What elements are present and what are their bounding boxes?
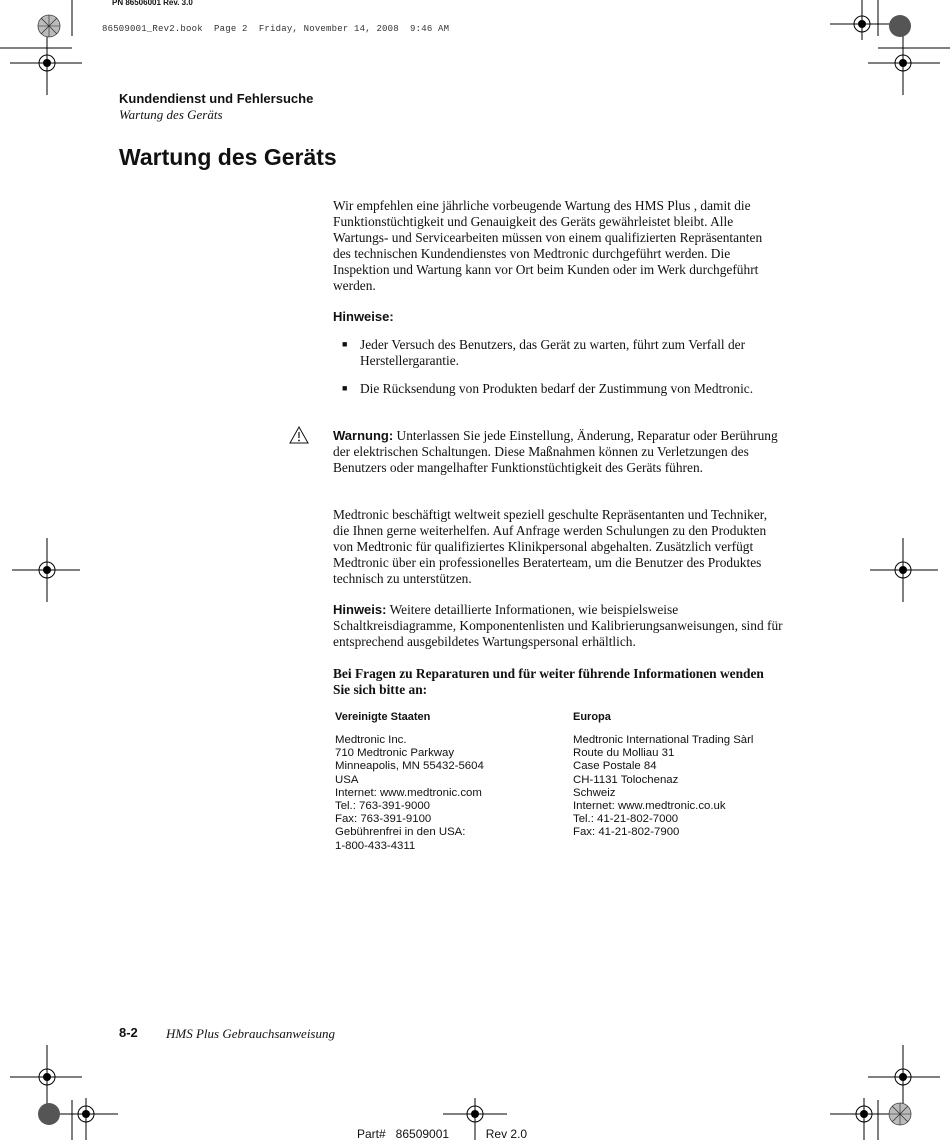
address-line: 710 Medtronic Parkway [335, 747, 455, 760]
warning-paragraph [333, 428, 783, 476]
notes-list-item: Jeder Versuch des Benutzers, das Gerät zu warten, führt zum Verfall der Herstellergarantie. [360, 337, 746, 368]
address-line: Medtronic Inc. [335, 734, 407, 746]
contact-intro: Bei Fragen zu Reparaturen und für weiter führende Informationen wenden Sie sich bitte an: [333, 666, 764, 697]
running-header-chapter: Kundendienst und Fehlersuche [119, 91, 314, 106]
warning-label: Warnung: [333, 428, 394, 443]
bullet-marker: ■ [342, 383, 348, 393]
notes-heading: Hinweise: [333, 309, 394, 324]
address-line: Medtronic International Trading Sàrl [573, 734, 754, 746]
book-info-line: 86509001_Rev2.book Page 2 Friday, November 14, 2008 9:46 AM [102, 24, 450, 34]
footer-page-number: 8-2 [119, 1025, 138, 1040]
address-line: Fax: 763-391-9100 [335, 813, 432, 826]
address-line: Minneapolis, MN 55432-5604 [335, 760, 484, 773]
intro-paragraph: Wir empfehlen eine jährliche vorbeugende Wartung des HMS Plus , damit die Funktionstüchtigkeit und Genauigkeit des Geräts gewährleistet bleibt. Alle Wartungs- und Servicearbeiten müssen von einem qualifizierten Repräsentanten des technischen Kundendienstes von Medtronic durchgeführt werden. Die Inspektion und Wartung kann vor Ort beim Kunden oder im Werk durchgeführt werden. [333, 198, 763, 293]
pn-label: PN 86506001 Rev. 3.0 [112, 0, 193, 7]
notes-list-item: Die Rücksendung von Produkten bedarf der Zustimmung von Medtronic. [360, 381, 754, 396]
page-title: Wartung des Geräts [119, 144, 337, 170]
address-line: Fax: 41-21-802-7900 [573, 826, 680, 839]
note-paragraph [333, 602, 783, 650]
address-line: Tel.: 41-21-802-7000 [573, 813, 679, 826]
address-line: Gebührenfrei in den USA: [335, 826, 466, 839]
address-line: Internet: www.medtronic.com [335, 786, 482, 799]
contact-us-heading: Vereinigte Staaten [335, 711, 431, 723]
running-header-section: Wartung des Geräts [119, 107, 223, 122]
address-line: Case Postale 84 [573, 760, 657, 773]
contact-us-address [335, 734, 484, 853]
address-line: USA [335, 773, 359, 786]
note-label: Hinweis: [333, 602, 387, 617]
address-line: Internet: www.medtronic.co.uk [573, 800, 726, 813]
address-line: Tel.: 763-391-9000 [335, 800, 430, 813]
footer-manual-title: HMS Plus Gebrauchsanweisung [166, 1026, 335, 1041]
part-number-line: Part# 86509001 Rev 2.0 [357, 1127, 528, 1141]
warning-triangle-icon [289, 426, 309, 444]
medtronic-paragraph: Medtronic beschäftigt weltweit speziell geschulte Repräsentanten und Techniker, die Ihnen gerne weiterhelfen. Auf Anfrage werden Schulungen zu den Produkten von Medtronic für qualifiziertes Klinikpersonal abgehalten. Zusätzlich verfügt Medtronic über ein professionelles Beraterteam, um die Benutzer des Produktes technisch zu unterstützen. [333, 507, 768, 586]
address-line: 1-800-433-4311 [335, 839, 416, 852]
address-line: CH-1131 Tolochenaz [573, 773, 679, 786]
warning-text: Unterlassen Sie jede Einstellung, Änderung, Reparatur oder Berührung der elektrischen Schaltungen. Diese Maßnahmen können zu Verletzungen des Benutzers oder mangelhafter Funktionstüchtigkeit des Geräts führen. [333, 428, 778, 475]
note-text: Weitere detaillierte Informationen, wie beispielsweise Schaltkreisdiagramme, Komponentenlisten und Kalibrierungsanweisungen, sind für entsprechend ausgebildetes Wartungspersonal erhältlich. [333, 602, 783, 649]
bullet-marker: ■ [342, 339, 348, 349]
contact-eu-address [573, 734, 753, 840]
address-line: Schweiz [573, 786, 616, 799]
contact-eu-heading: Europa [573, 711, 611, 723]
address-line: Route du Molliau 31 [573, 747, 675, 760]
